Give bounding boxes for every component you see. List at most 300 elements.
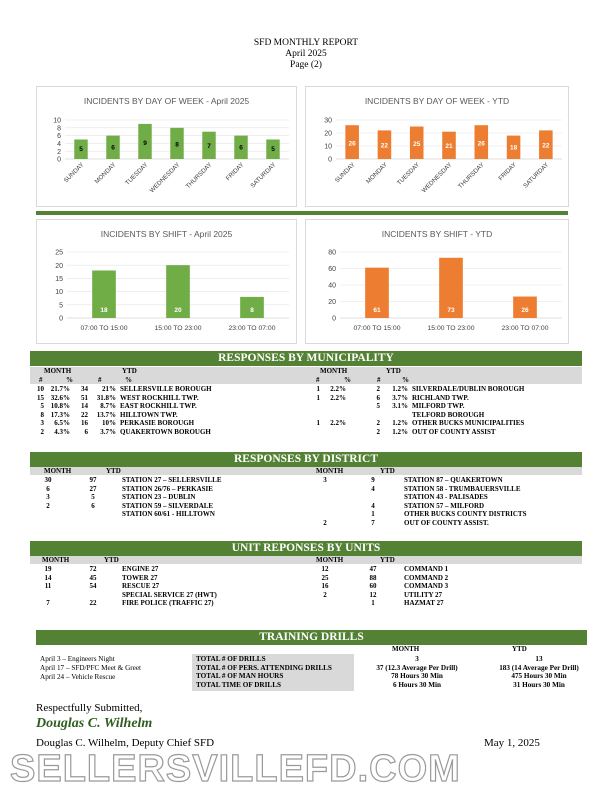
report-month: April 2025	[285, 49, 327, 59]
chart-day-of-week-month	[36, 86, 297, 207]
table-cell: 25	[321, 573, 329, 582]
table-cell	[348, 411, 382, 420]
table-cell: 7	[46, 599, 50, 608]
table-cell: MILFORD TWP.	[412, 402, 465, 411]
table-cell: 13.7%	[96, 410, 116, 419]
month-label: MONTH	[44, 367, 72, 375]
table-row	[30, 485, 294, 494]
ytd-label: YTD	[106, 467, 121, 475]
chart-svg	[37, 220, 296, 343]
month-label: MONTH	[42, 556, 70, 564]
table-cell: 10.8%	[50, 402, 70, 411]
table-row	[30, 591, 294, 600]
table-cell: 10%	[102, 419, 116, 428]
x-tick-label: SUNDAY	[333, 161, 357, 185]
table-cell: 2	[376, 427, 380, 436]
table-cell: OTHER BUCKS MUNICIPALITIES	[412, 419, 525, 428]
y-tick-label: 0	[332, 315, 336, 323]
pct-label: %	[125, 376, 132, 384]
x-tick-label: SATURDAY	[522, 161, 551, 190]
table-cell	[322, 428, 348, 437]
x-tick-label: 07:00 TO 15:00	[353, 325, 401, 332]
table-row	[306, 419, 574, 428]
table-cell: 2	[46, 501, 50, 510]
data-table	[306, 565, 576, 608]
units-left-table	[30, 565, 294, 608]
table-cell: 4	[371, 501, 375, 510]
table-row	[30, 599, 294, 608]
table-cell: 1	[316, 385, 320, 393]
table-cell: 17.3%	[50, 410, 70, 419]
table-cell: WEST ROCKHILL TWP.	[120, 393, 199, 402]
table-row	[306, 565, 576, 574]
chart-title: INCIDENTS BY DAY OF WEEK - April 2025	[83, 96, 250, 106]
table-cell: 1.2%	[392, 385, 408, 393]
table-cell: 47	[369, 565, 377, 573]
chart-shift-month	[36, 219, 297, 344]
table-cell	[306, 599, 344, 608]
training-event: April 24 – Vehicle Rescue	[40, 672, 116, 681]
section-title: RESPONSES BY DISTRICT	[233, 453, 378, 465]
x-tick-label: TUESDAY	[395, 161, 422, 187]
table-cell: 5	[376, 402, 380, 411]
district-subheader	[30, 467, 582, 475]
table-cell: 11	[44, 582, 52, 591]
data-label: 25	[413, 141, 421, 148]
month-label: MONTH	[392, 645, 420, 653]
table-cell: STATION 58 - TRUMBAUERSVILLE	[404, 484, 521, 493]
signature: Douglas C. Wilhelm	[36, 716, 153, 731]
y-tick-label: 0	[328, 156, 332, 164]
data-label: 26	[521, 307, 529, 314]
table-cell: 8.7%	[100, 402, 116, 411]
table-cell: QUAKERTOWN BOROUGH	[120, 427, 211, 436]
table-cell	[322, 411, 348, 420]
table-cell: 475 Hours 30 Min	[511, 672, 567, 681]
table-cell: HAZMAT 27	[404, 599, 444, 608]
table-row	[30, 574, 294, 583]
municipality-header	[30, 351, 582, 366]
divider-bar	[36, 211, 568, 215]
num-label: #	[377, 376, 381, 384]
table-cell: TOTAL TIME OF DRILLS	[196, 680, 282, 689]
y-tick-label: 80	[328, 249, 336, 257]
table-cell	[306, 485, 344, 494]
table-row	[30, 402, 272, 411]
x-tick-label: 15:00 TO 23:00	[154, 325, 202, 332]
table-row	[306, 591, 576, 600]
x-tick-label: 15:00 TO 23:00	[427, 325, 475, 332]
data-label: 22	[380, 142, 389, 150]
table-cell: OTHER BUCKS COUNTY DISTRICTS	[404, 510, 527, 519]
table-cell: 72	[89, 565, 97, 573]
table-cell: 15	[37, 393, 44, 402]
table-row	[306, 574, 576, 583]
district-right-table	[306, 476, 576, 528]
num-label: #	[316, 376, 320, 384]
table-cell: 51	[81, 393, 88, 402]
num-label: #	[39, 376, 43, 384]
data-label: 7	[207, 143, 211, 151]
signer-name: Douglas C. Wilhelm, Deputy Chief SFD	[36, 737, 215, 749]
chart-title: INCIDENTS BY DAY OF WEEK - YTD	[364, 96, 510, 106]
table-cell: 3.1%	[392, 402, 408, 411]
table-cell: 8	[40, 410, 44, 419]
x-tick-label: FRIDAY	[224, 161, 246, 183]
table-row	[30, 419, 272, 428]
y-tick-label: 60	[328, 266, 336, 274]
table-cell	[306, 510, 344, 519]
table-cell: 27	[89, 484, 97, 493]
training-stats	[194, 655, 600, 689]
table-cell: COMMAND 3	[404, 582, 449, 591]
training-event: April 3 – Engineers Night	[40, 655, 115, 663]
table-cell: STATION 60/61 - HILLTOWN	[122, 510, 215, 519]
table-cell: 2	[376, 385, 380, 393]
training-event: April 17 – SFD/PFC Meet & Greet	[40, 663, 142, 672]
table-cell: 4.3%	[54, 427, 70, 436]
table-cell: 2.2%	[330, 393, 346, 402]
table-cell: OUT OF COUNTY ASSIST	[412, 427, 496, 436]
x-tick-label: THURSDAY	[184, 161, 214, 191]
table-cell: EAST ROCKHILL TWP.	[120, 402, 197, 411]
table-cell: 22	[81, 410, 88, 419]
section-title: RESPONSES BY MUNICIPALITY	[218, 352, 394, 364]
training-events	[40, 655, 141, 690]
table-row	[306, 510, 576, 519]
y-tick-label: 5	[59, 302, 63, 310]
data-table	[30, 476, 294, 519]
y-tick-label: 0	[57, 156, 61, 164]
table-row	[194, 664, 600, 673]
table-cell: 78 Hours 30 Min	[391, 672, 443, 681]
table-cell: 6	[84, 427, 88, 436]
table-cell: 6 Hours 30 Min	[392, 680, 442, 689]
x-tick-label: 07:00 TO 15:00	[80, 325, 128, 332]
table-cell: FIRE POLICE (TRAFFIC 27)	[122, 599, 214, 608]
table-cell: STATION 23 – DUBLIN	[122, 493, 196, 502]
table-cell: TOTAL # OF MAN HOURS	[196, 672, 284, 681]
chart-title: INCIDENTS BY SHIFT - YTD	[381, 229, 493, 239]
table-cell: 7	[371, 518, 375, 527]
table-cell: 1	[316, 419, 320, 428]
ytd-label: YTD	[512, 645, 527, 653]
chart-shift-ytd	[305, 219, 569, 344]
x-tick-label: SUNDAY	[62, 161, 86, 185]
table-row	[306, 519, 576, 528]
y-tick-label: 6	[57, 133, 61, 141]
ytd-label: YTD	[104, 556, 119, 564]
table-cell: 13	[535, 655, 543, 663]
table-cell: 12	[369, 590, 377, 599]
data-table	[30, 565, 294, 608]
table-row	[306, 493, 576, 502]
district-left-table	[30, 476, 294, 519]
table-cell: STATION 87 – QUAKERTOWN	[404, 476, 503, 484]
table-cell: 2.2%	[330, 385, 346, 393]
table-row	[306, 582, 576, 591]
table-cell: RESCUE 27	[122, 582, 160, 591]
municipality-right-table	[306, 385, 574, 437]
y-tick-label: 25	[55, 249, 63, 257]
x-tick-label: MONDAY	[365, 161, 389, 186]
data-label: 26	[477, 140, 485, 148]
section-title: UNIT REPONSES BY UNITS	[231, 542, 381, 554]
y-tick-label: 20	[55, 262, 63, 270]
table-cell	[30, 510, 66, 519]
table-cell: TOWER 27	[122, 573, 158, 582]
report-date: May 1, 2025	[484, 737, 540, 749]
table-row	[30, 394, 272, 403]
data-table	[306, 476, 576, 528]
table-cell: STATION 43 - PALISADES	[404, 493, 488, 502]
table-cell: COMMAND 2	[404, 573, 449, 582]
table-cell: 45	[89, 573, 97, 582]
table-row	[194, 672, 600, 681]
y-tick-label: 10	[55, 289, 63, 297]
units-subheader	[30, 556, 582, 564]
y-tick-label: 4	[57, 141, 61, 148]
table-cell: 9	[371, 476, 375, 484]
data-label: 61	[373, 307, 381, 314]
y-tick-label: 0	[59, 315, 63, 323]
table-cell: 31 Hours 30 Min	[513, 680, 565, 689]
table-row	[306, 402, 574, 411]
table-cell: 2	[323, 518, 327, 527]
y-tick-label: 10	[324, 143, 332, 151]
pct-label: %	[66, 376, 73, 384]
data-label: 6	[239, 144, 243, 152]
table-cell: 2	[40, 427, 44, 436]
table-cell: 12	[321, 565, 329, 573]
table-cell: 2.2%	[330, 419, 346, 428]
table-cell: 30	[44, 476, 52, 484]
table-cell	[306, 428, 322, 437]
table-cell	[322, 402, 348, 411]
pct-label: %	[344, 376, 351, 384]
data-label: 26	[348, 140, 356, 148]
page-number: Page (2)	[290, 60, 322, 70]
table-cell: 6	[91, 501, 95, 510]
closing-text: Respectfully Submitted,	[36, 702, 143, 714]
table-row	[194, 655, 600, 664]
table-cell: TOTAL # OF DRILLS	[196, 655, 266, 663]
ytd-label: YTD	[380, 556, 395, 564]
table-row	[306, 394, 574, 403]
watermark-text: SELLERSVILLEFD.COM	[10, 748, 461, 790]
table-row	[30, 502, 294, 511]
table-row	[306, 502, 576, 511]
data-label: 73	[447, 307, 455, 314]
y-tick-label: 15	[55, 276, 63, 283]
table-cell: TOTAL # OF PERS. ATTENDING DRILLS	[196, 663, 332, 672]
table-cell: 37 (12.3 Average Per Drill)	[376, 663, 458, 672]
table-cell: 3	[46, 493, 50, 502]
training-event	[40, 681, 141, 690]
data-label: 6	[111, 144, 115, 152]
chart-svg	[306, 87, 568, 206]
month-label: MONTH	[44, 467, 72, 475]
table-row	[306, 599, 576, 608]
y-tick-label: 10	[53, 117, 61, 125]
table-row	[30, 493, 294, 502]
table-cell: 21.7%	[50, 385, 70, 393]
table-cell: 1	[316, 393, 320, 402]
municipality-subheader	[30, 367, 582, 384]
x-tick-label: 23:00 TO 07:00	[501, 325, 549, 332]
table-cell: SILVERDALE/DUBLIN BOROUGH	[412, 385, 525, 393]
units-header	[30, 541, 582, 556]
table-cell: 3.7%	[392, 393, 408, 402]
table-row	[30, 428, 272, 437]
table-cell: RICHLAND TWP.	[412, 393, 469, 402]
table-cell	[306, 493, 344, 502]
chart-day-of-week-ytd	[305, 86, 569, 207]
table-cell: 6.5%	[54, 419, 70, 428]
data-table	[30, 385, 272, 437]
district-header	[30, 452, 582, 467]
x-tick-label: FRIDAY	[497, 161, 518, 183]
chart-title: INCIDENTS BY SHIFT - April 2025	[100, 229, 233, 239]
table-cell: 21%	[102, 385, 116, 393]
data-table	[306, 385, 574, 437]
training-header	[36, 630, 587, 645]
ytd-label: YTD	[122, 367, 137, 375]
ytd-label: YTD	[386, 367, 401, 375]
table-cell: 1	[371, 510, 375, 519]
table-cell: 16	[321, 582, 329, 591]
table-row	[30, 476, 294, 485]
month-label: MONTH	[316, 467, 344, 475]
x-tick-label: SATURDAY	[249, 161, 278, 190]
table-cell: 1.2%	[392, 427, 408, 436]
chart-svg	[37, 87, 296, 206]
table-cell: 34	[81, 385, 88, 393]
data-label: 5	[271, 146, 275, 154]
table-cell: 10	[37, 385, 44, 393]
table-cell: 32.6%	[50, 393, 70, 402]
data-label: 21	[445, 143, 453, 151]
table-row	[30, 565, 294, 574]
table-cell: SPECIAL SERVICE 27 (HWT)	[122, 590, 217, 599]
table-cell: HILLTOWN TWP.	[120, 410, 178, 419]
table-cell: UTILITY 27	[404, 590, 443, 599]
table-cell: 14	[44, 573, 52, 582]
ytd-label: YTD	[380, 467, 395, 475]
x-tick-label: WEDNESDAY	[420, 161, 454, 195]
x-tick-label: 23:00 TO 07:00	[228, 325, 276, 332]
table-cell: 97	[89, 476, 97, 484]
table-cell	[306, 411, 322, 420]
month-label: MONTH	[316, 556, 344, 564]
training-subheader	[192, 645, 587, 653]
y-tick-label: 40	[328, 282, 336, 290]
table-cell: 6	[46, 484, 50, 493]
table-row	[306, 385, 574, 394]
y-tick-label: 20	[324, 130, 332, 138]
table-cell	[66, 591, 120, 600]
table-cell: 5	[40, 402, 44, 411]
table-cell: ENGINE 27	[122, 565, 159, 573]
data-label: 9	[143, 139, 147, 147]
table-row	[306, 476, 576, 485]
table-cell: 22	[89, 599, 97, 608]
table-cell: 3	[323, 476, 327, 484]
table-cell: 19	[44, 565, 52, 573]
table-cell: 54	[89, 582, 97, 591]
table-cell: 4	[371, 484, 375, 493]
table-row	[30, 582, 294, 591]
x-tick-label: WEDNESDAY	[148, 161, 182, 195]
x-tick-label: TUESDAY	[124, 161, 150, 187]
table-cell: 16	[81, 419, 88, 428]
table-cell: STATION 57 – MILFORD	[404, 501, 485, 510]
table-cell: 2	[376, 419, 380, 428]
table-cell: 31.8%	[96, 393, 116, 402]
table-cell: 2	[323, 590, 327, 599]
table-cell: STATION 27 – SELLERSVILLE	[122, 476, 222, 484]
table-cell: 3	[415, 655, 419, 663]
table-cell: 88	[369, 573, 377, 582]
table-cell: 183 (14 Average Per Drill)	[499, 663, 579, 672]
table-cell: SELLERSVILLE BOROUGH	[120, 385, 212, 393]
table-cell: COMMAND 1	[404, 565, 449, 573]
municipality-left-table	[30, 385, 272, 437]
table-cell: OUT OF COUNTY ASSIST.	[404, 518, 489, 527]
data-label: 18	[100, 307, 108, 314]
chart-svg	[306, 220, 568, 343]
table-cell	[66, 510, 120, 519]
table-cell: 5	[91, 493, 95, 502]
y-tick-label: 30	[324, 117, 332, 125]
units-right-table	[306, 565, 576, 608]
pct-label: %	[402, 376, 409, 384]
month-label: MONTH	[320, 367, 348, 375]
table-cell	[344, 493, 402, 502]
table-cell: 3.7%	[100, 427, 116, 436]
table-row	[30, 385, 272, 394]
table-cell: 60	[369, 582, 377, 591]
data-label: 8	[250, 307, 254, 314]
table-cell	[30, 591, 66, 600]
table-cell: 1.2%	[392, 419, 408, 428]
table-cell: 14	[81, 402, 88, 411]
table-cell: 3	[40, 419, 44, 428]
data-label: 22	[542, 142, 550, 150]
data-label: 20	[174, 307, 182, 314]
data-label: 18	[509, 144, 518, 152]
table-cell: 1	[371, 599, 375, 608]
table-cell	[306, 402, 322, 411]
table-cell: PERKASIE BOROUGH	[120, 419, 195, 428]
table-cell: STATION 59 – SILVERDALE	[122, 501, 214, 510]
data-label: 8	[175, 141, 179, 149]
training-table	[194, 655, 600, 689]
table-row	[306, 485, 576, 494]
table-cell	[382, 411, 410, 420]
report-title: SFD MONTHLY REPORT	[253, 38, 359, 48]
num-label: #	[98, 376, 102, 384]
y-tick-label: 8	[57, 125, 61, 133]
table-cell: TELFORD BOROUGH	[412, 410, 485, 419]
y-tick-label: 20	[328, 299, 336, 307]
table-row	[194, 681, 600, 690]
section-title: TRAINING DRILLS	[259, 631, 364, 643]
table-cell	[306, 502, 344, 511]
data-label: 5	[79, 146, 83, 154]
table-row	[30, 510, 294, 519]
x-tick-label: THURSDAY	[457, 161, 486, 191]
